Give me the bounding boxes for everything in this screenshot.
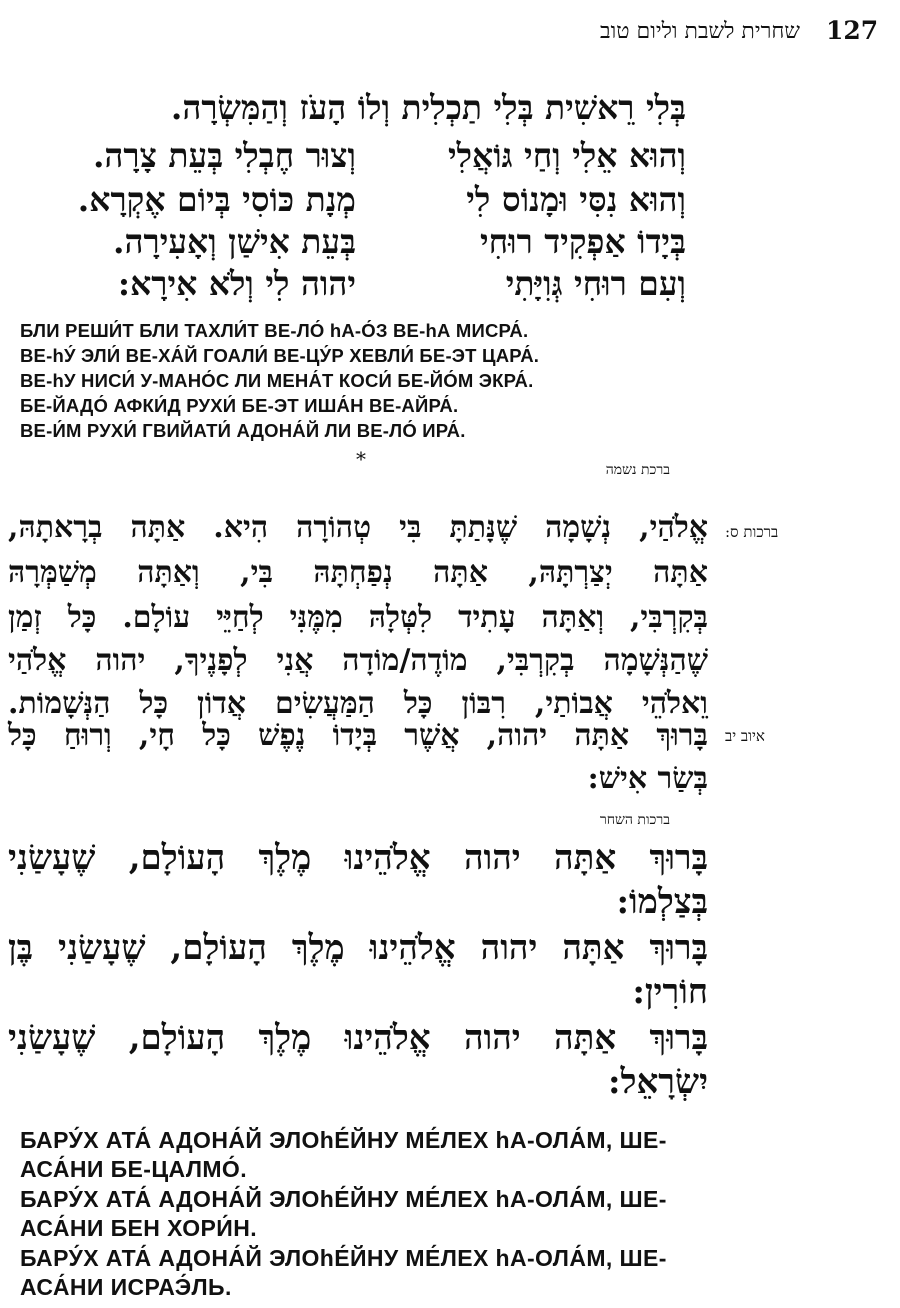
section-label-neshama: ברכת נשמה [605, 462, 670, 478]
neshama-line: אַתָּה יְצַרְתָּהּ, אַתָּה נְפַחְתָּהּ בִּי, וְאַתָּה מְשַׁמְּרָהּ [8, 555, 708, 590]
poem-line-text: בְּלִי רֵאשִׁית בְּלִי תַכְלִית וְלוֹ הָעֹז וְהַמִּשְׂרָה. [170, 88, 686, 127]
poem-hemistich-a: וְהוּא אֵלִי וְחַי גּוֹאֲלִי [447, 136, 686, 175]
running-head: שחרית לשבת וליום טוב [599, 19, 800, 44]
poem-hemistich-a: וְהוּא נִסִּי וּמָנוֹס לִי [466, 180, 686, 219]
poem-hemistich-b: וְצוּר חֶבְלִי בְּעֵת צָרָה. [92, 136, 356, 175]
poem-hemistich-a: וְעִם רוּחִי גְּוִיָּתִי [505, 264, 686, 303]
blessing-line: בָּרוּךְ אַתָּה יהוה אֱלֹהֵינוּ מֶלֶךְ הָעוֹלָם, שֶׁעָשַׂנִי [8, 838, 708, 878]
poem-hemistich-b: מְנָת כּוֹסִי בְּיוֹם אֶקְרָא. [77, 180, 356, 219]
translit-line: БАРУ́Х АТА́ АДОНА́Й ЭЛОhЕ́ЙНУ МЕ́ЛЕХ hА-ОЛА́М, ШЕ- [20, 1127, 667, 1153]
section-divider: * [356, 447, 366, 471]
poem-line [86, 136, 686, 186]
blessing-line: בְּצַלְמוֹ: [616, 882, 708, 922]
translit-line: БЕ-ЙАДО́ АФКИ́Д РУХИ́ БЕ-ЭТ ИША́Н ВЕ-АЙРА́. [20, 395, 459, 416]
translit-line: АСА́НИ ИСРАЭ́ЛЬ. [20, 1274, 232, 1300]
blessing-line: בָּרוּךְ אַתָּה יהוה אֱלֹהֵינוּ מֶלֶךְ הָעוֹלָם, שֶׁעָשַׂנִי [8, 1018, 708, 1058]
baruch-line: בָּרוּךְ אַתָּה יהוה, אֲשֶׁר בְּיָדוֹ נֶפֶשׁ כָּל חָי, וְרוּחַ כָּל [8, 718, 708, 753]
poem-hemistich-a: בְּיָדוֹ אַפְקִיד רוּחִי [479, 222, 686, 261]
blessing-line: יִשְׂרָאֵל: [608, 1062, 708, 1102]
blessing-line: חוֹרִין: [632, 972, 708, 1012]
poem-hemistich-b: בְּעֵת אִישַׁן וְאָעִירָה. [113, 222, 356, 261]
blessing-line: בָּרוּךְ אַתָּה יהוה אֱלֹהֵינוּ מֶלֶךְ הָעוֹלָם, שֶׁעָשַׂנִי בֶּן [8, 928, 708, 968]
neshama-line: אֱלֹהַי, נְשָׁמָה שֶׁנָּתַתָּ בִּי טְהוֹרָה הִיא. אַתָּה בְרָאתָהּ, [8, 510, 708, 545]
margin-source-note: איוב יב [725, 727, 765, 745]
translit-line: БЛИ РЕШИ́Т БЛИ ТАХЛИ́Т ВЕ-ЛО́ hА-О́З ВЕ-hА МИСРА́. [20, 320, 529, 341]
translit-line: АСА́НИ БЕН ХОРИ́Н. [20, 1215, 257, 1241]
baruch-line: בְּשַׂר אִישׁ: [587, 761, 708, 796]
page-header [0, 14, 900, 46]
neshama-line: שֶׁהַנְּשָׁמָה בְקִרְבִּי, מוֹדֶה/מוֹדָה אֲנִי לְפָנֶיךָ, יהוה אֱלֹהַי [8, 643, 708, 678]
page-number: 127 [826, 16, 879, 45]
poem-hemistich-b: יהוה לִי וְלֹא אִירָא: [117, 264, 356, 303]
translit-line: АСА́НИ БЕ-ЦАЛМО́. [20, 1156, 248, 1182]
translit-line: БАРУ́Х АТА́ АДОНА́Й ЭЛОhЕ́ЙНУ МЕ́ЛЕХ hА-ОЛА́М, ШЕ- [20, 1245, 667, 1271]
translit-line: ВЕ-И́М РУХИ́ ГВИЙАТИ́ АДОНА́Й ЛИ ВЕ-ЛО́ ИРА́. [20, 420, 466, 441]
poem-line [86, 88, 686, 138]
margin-source-note: ברכות ס: [725, 523, 779, 541]
neshama-line: וֵאלֹהֵי אֲבוֹתַי, רִבּוֹן כָּל הַמַּעֲשִׂים אֲדוֹן כָּל הַנְּשָׁמוֹת. [8, 686, 708, 721]
translit-line: ВЕ-hУ́ ЭЛИ́ ВЕ-ХА́Й ГОАЛИ́ ВЕ-ЦУ́Р ХЕВЛИ́ БЕ-ЭТ ЦАРА́. [20, 345, 540, 366]
neshama-line: בְּקִרְבִּי, וְאַתָּה עָתִיד לִטְּלָהּ מִמֶּנִּי לְחַיֵּי עוֹלָם. כָּל זְמַן [8, 600, 708, 635]
translit-line: ВЕ-hУ НИСИ́ У-МАНО́С ЛИ МЕНА́Т КОСИ́ БЕ-ЙО́М ЭКРА́. [20, 370, 534, 391]
translit-line: БАРУ́Х АТА́ АДОНА́Й ЭЛОhЕ́ЙНУ МЕ́ЛЕХ hА-ОЛА́М, ШЕ- [20, 1186, 667, 1212]
section-label-shachar: ברכות השחר [599, 812, 670, 828]
poem-line [86, 264, 686, 314]
